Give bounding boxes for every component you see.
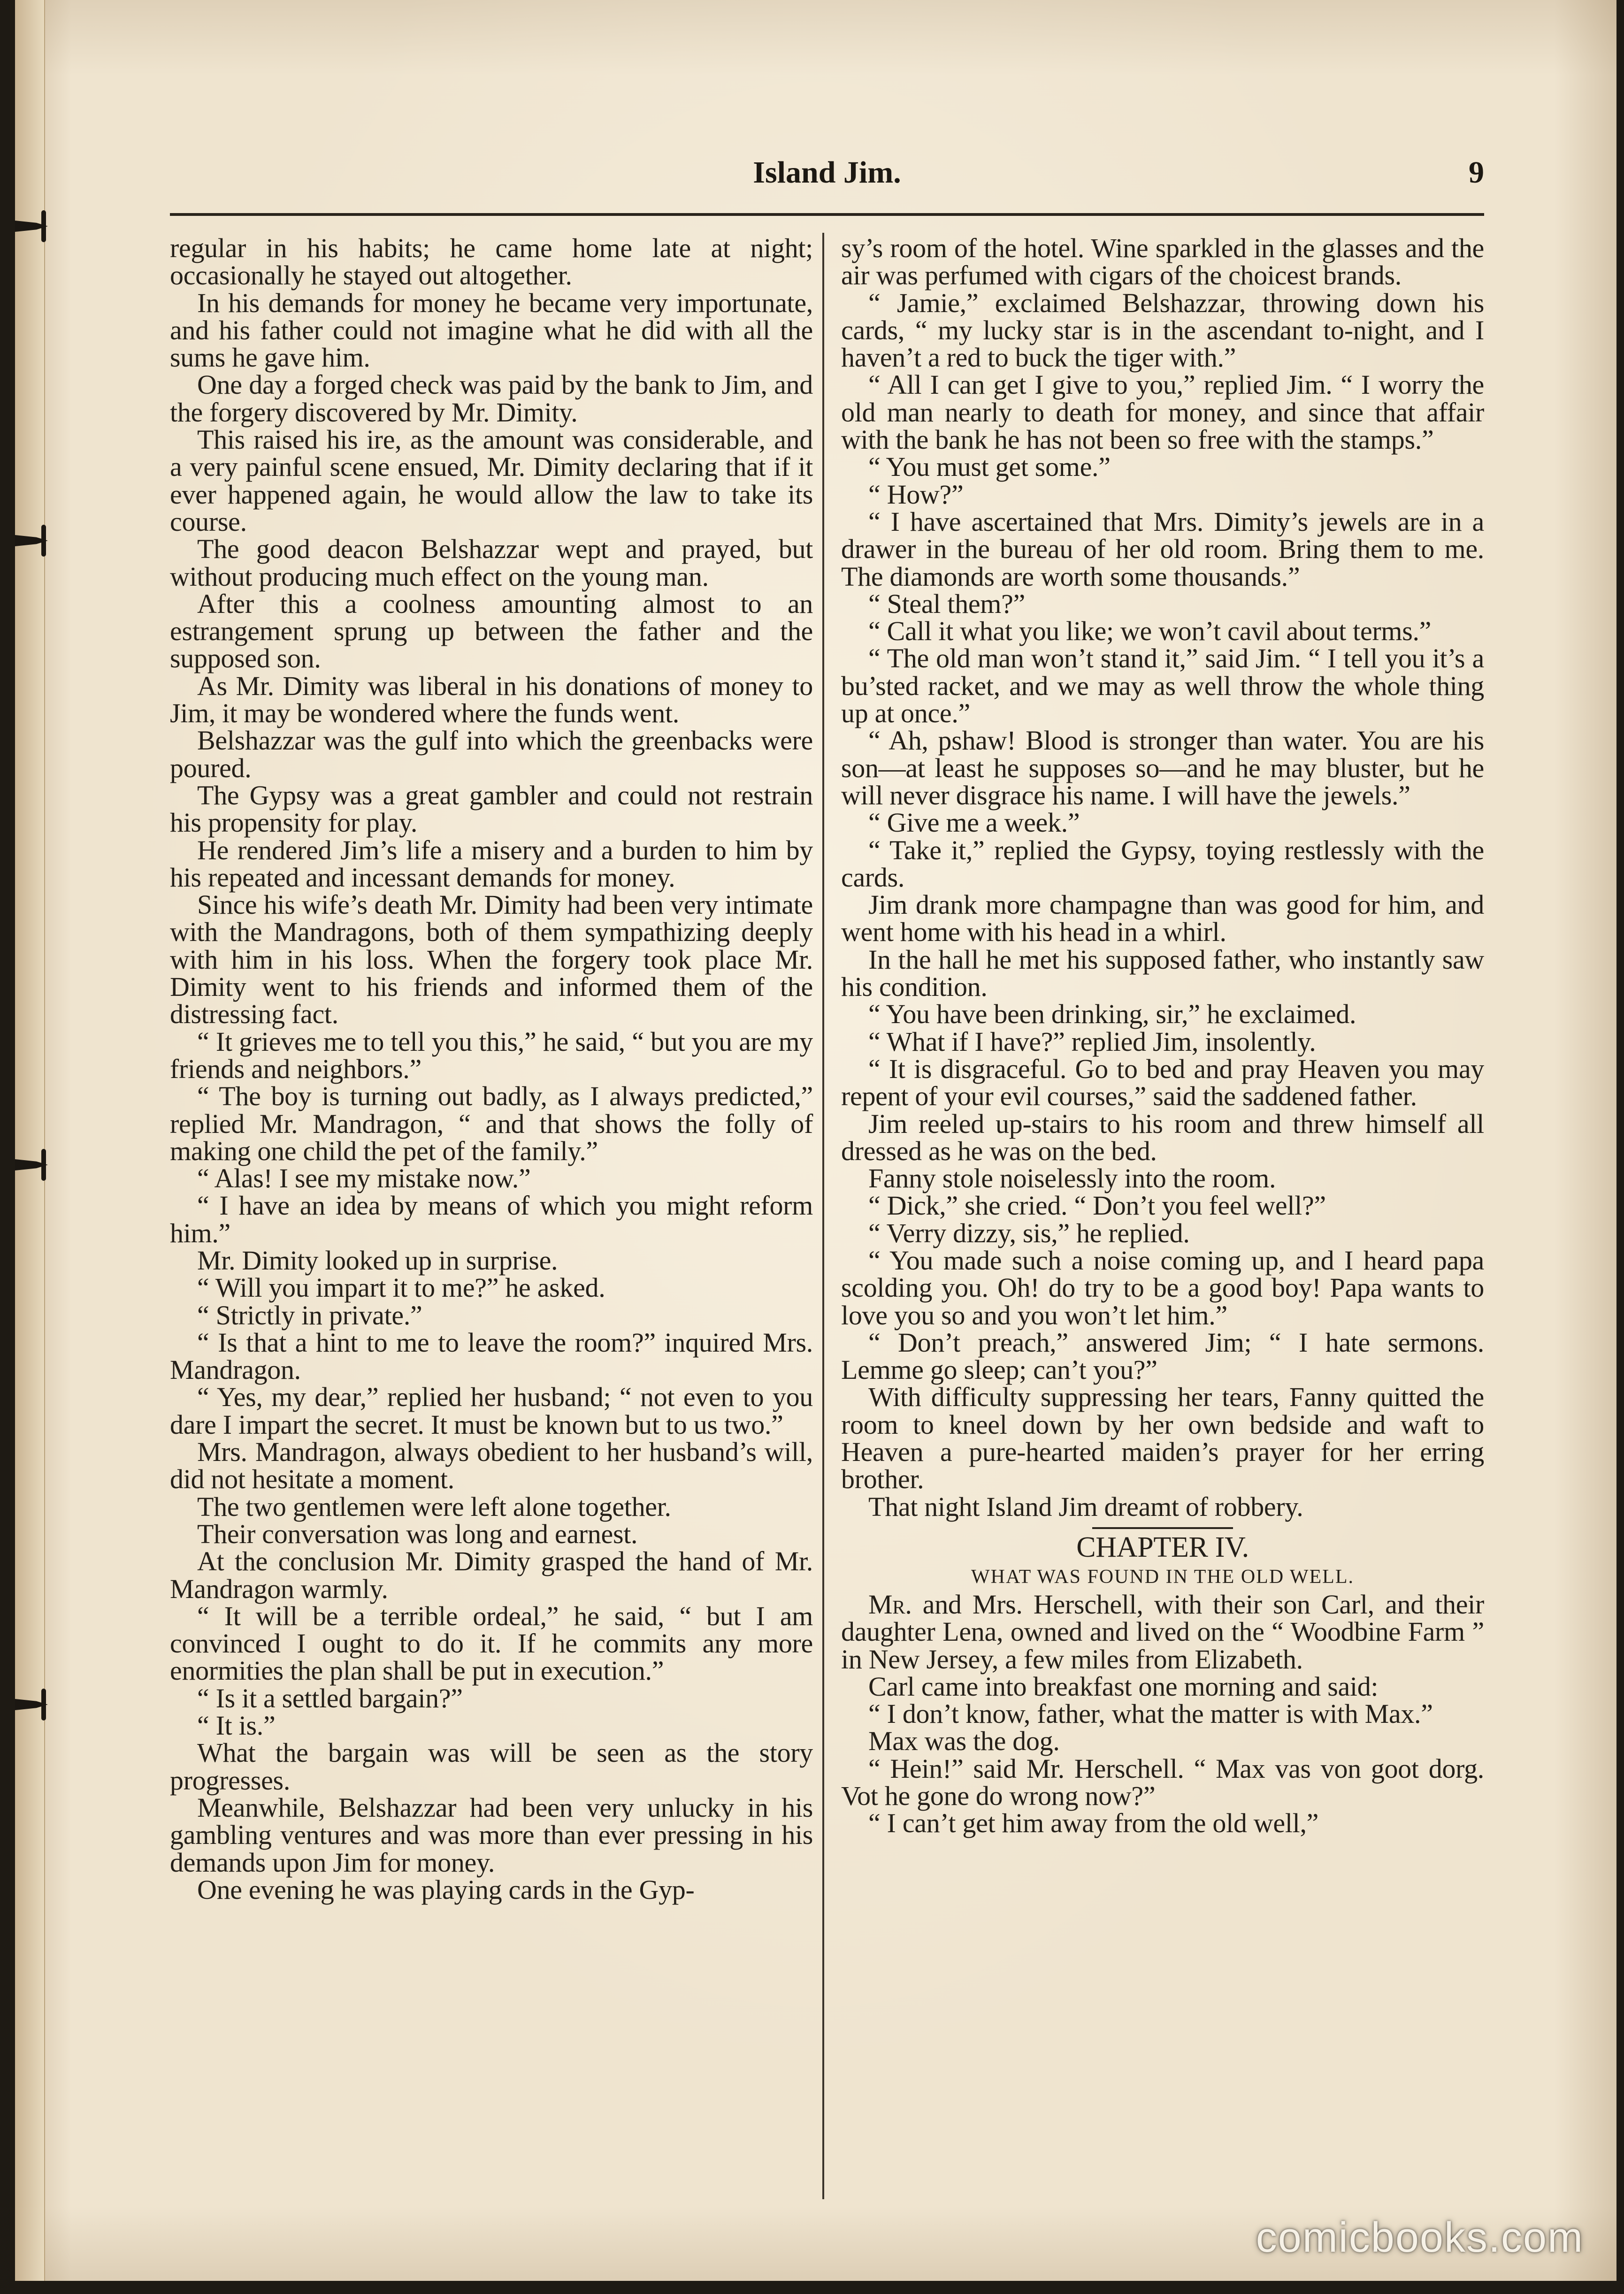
paragraph: Mrs. Mandragon, always obedient to her husband’s will, did not hesitate a moment. <box>170 1437 813 1495</box>
drop-word: Mr. <box>868 1589 912 1620</box>
column-divider <box>822 233 824 2199</box>
binding-stitch <box>15 1699 48 1710</box>
paragraph: With difficulty suppressing her tears, Fanny quitted the room to kneel down by her own bedside and waft to Heaven a pure-hearted maiden’s prayer for her erring brother. <box>841 1382 1484 1495</box>
right-column-text <box>841 235 1484 1521</box>
paragraph: “ What if I have?” replied Jim, insolently. <box>868 1026 1316 1057</box>
binding-stitch <box>15 221 48 232</box>
paragraph: The Gypsy was a great gambler and could not restrain his propensity for play. <box>170 780 813 838</box>
header-rule <box>170 213 1484 216</box>
paragraph: “ Is that a hint to me to leave the room?” inquired Mrs. Mandragon. <box>170 1327 813 1385</box>
paragraph: Jim drank more champagne than was good for him, and went home with his head in a whirl. <box>841 889 1484 948</box>
paragraph: “ Steal them?” <box>868 588 1025 619</box>
binding-spine <box>15 0 45 2281</box>
paragraph: As Mr. Dimity was liberal in his donations of money to Jim, it may be wondered where the funds went. <box>170 670 813 729</box>
running-header <box>170 155 1484 197</box>
right-column-text <box>841 1673 1484 1837</box>
paragraph: “ Call it what you like; we won’t cavil about terms.” <box>868 616 1432 647</box>
paragraph: “ It grieves me to tell you this,” he said, “ but you are my friends and neighbors.” <box>170 1026 813 1084</box>
paragraph: “ You must get some.” <box>868 451 1111 482</box>
chapter-title: CHAPTER IV. <box>1076 1531 1249 1563</box>
paragraph: “ Hein!” said Mr. Herschell. “ Max vas von goot dorg. Vot he gone do wrong now?” <box>841 1753 1484 1812</box>
paragraph: Their conversation was long and earnest. <box>197 1518 638 1549</box>
paragraph: One day a forged check was paid by the bank to Jim, and the forgery discovered by Mr. Dimity. <box>170 369 813 428</box>
running-title: Island Jim. <box>753 155 901 190</box>
paragraph: sy’s room of the hotel. Wine sparkled in the glasses and the air was perfumed with cigars of the choicest brands. <box>841 233 1484 291</box>
paragraph: “ Jamie,” exclaimed Belshazzar, throwing down his cards, “ my lucky star is in the ascendant to-night, and I haven’t a red to buck the tiger with.” <box>841 287 1484 373</box>
paragraph: “ I don’t know, father, what the matter is with Max.” <box>868 1698 1433 1729</box>
paragraph: One evening he was playing cards in the Gyp- <box>197 1874 695 1905</box>
paragraph: “ The boy is turning out badly, as I always predicted,” replied Mr. Mandragon, “ and that shows the folly of making one child the pet of the family.” <box>170 1081 813 1166</box>
paragraph: The good deacon Belshazzar wept and prayed, but without producing much effect on the young man. <box>170 534 813 592</box>
paragraph: What the bargain was will be seen as the story progresses. <box>170 1737 813 1796</box>
paragraph: Carl came into breakfast one morning and said: <box>868 1671 1379 1702</box>
paragraph: “ I have an idea by means of which you might reform him.” <box>170 1190 813 1248</box>
paragraph: “ You made such a noise coming up, and I heard papa scolding you. Oh! do try to be a good boy! Papa wants to love you so and you won’t let him.” <box>841 1245 1484 1331</box>
paragraph-text: and Mrs. Herschell, with their son Carl, and their daughter Lena, owned and lived on the “ Woodbine Farm ” in New Jersey, a few miles from Elizabeth. <box>841 1589 1484 1675</box>
paragraph: Mr. Dimity looked up in surprise. <box>197 1245 558 1276</box>
paragraph: In the hall he met his supposed father, who instantly saw his condition. <box>841 944 1484 1002</box>
paragraph: “ I have ascertained that Mrs. Dimity’s jewels are in a drawer in the bureau of her old room. Bring them to me. The diamonds are worth some thousands.” <box>841 506 1484 592</box>
paragraph: “ It will be a terrible ordeal,” he said, “ but I am convinced I ought to do it. If he commits any more enormities the plan shall be put in execution.” <box>170 1600 813 1686</box>
paragraph: “ How?” <box>868 479 964 510</box>
watermark-logo: comicbooks.com <box>1256 2214 1584 2261</box>
paragraph <box>841 1591 1484 1673</box>
paragraph: Max was the dog. <box>868 1726 1060 1757</box>
book-page <box>15 0 1616 2281</box>
paragraph: “ Yes, my dear,” replied her husband; “ not even to you dare I impart the secret. It must be known but to us two.” <box>170 1382 813 1440</box>
paragraph: “ All I can get I give to you,” replied Jim. “ I worry the old man nearly to death for money, and since that affair with the bank he has not been so free with the stamps.” <box>841 369 1484 455</box>
paragraph: “ Ah, pshaw! Blood is stronger than water. You are his son—at least he supposes so—and he may bluster, but he will never disgrace his name. I will have the jewels.” <box>841 725 1484 811</box>
paragraph: “ Give me a week.” <box>868 807 1080 838</box>
paragraph: “ Alas! I see my mistake now.” <box>197 1163 531 1194</box>
paragraph: “ I can’t get him away from the old well,” <box>868 1808 1319 1839</box>
paragraph: “ It is.” <box>197 1710 276 1741</box>
paragraph: At the conclusion Mr. Dimity grasped the hand of Mr. Mandragon warmly. <box>170 1546 813 1604</box>
paragraph: “ Don’t preach,” answered Jim; “ I hate sermons. Lemme go sleep; can’t you?” <box>841 1327 1484 1385</box>
chapter-rule <box>1092 1527 1233 1529</box>
paragraph: “ Strictly in private.” <box>197 1300 422 1331</box>
paragraph: The two gentlemen were left alone together. <box>197 1491 671 1522</box>
right-column <box>841 235 1484 1837</box>
paragraph: “ Is it a settled bargain?” <box>197 1682 463 1713</box>
paragraph: Belshazzar was the gulf into which the greenbacks were poured. <box>170 725 813 783</box>
binding-stitch <box>15 535 48 546</box>
paragraph: This raised his ire, as the amount was considerable, and a very painful scene ensued, Mr. Dimity declaring that if it ever happened again, he would allow the law to take its course. <box>170 424 813 537</box>
paragraph: After this a coolness amounting almost to an estrangement sprung up between the father and the supposed son. <box>170 588 813 674</box>
paragraph: He rendered Jim’s life a misery and a burden to him by his repeated and incessant demands for money. <box>170 834 813 893</box>
paragraph: Fanny stole noiselessly into the room. <box>868 1163 1276 1194</box>
paragraph: “ You have been drinking, sir,” he exclaimed. <box>868 999 1356 1030</box>
paragraph: “ Will you impart it to me?” he asked. <box>197 1272 605 1303</box>
page-number: 9 <box>1469 155 1484 190</box>
paragraph: Since his wife’s death Mr. Dimity had been very intimate with the Mandragons, both of them sympathizing deeply with him in his loss. When the forgery took place Mr. Dimity went to his friends and informed them of the distressing fact. <box>170 889 813 1030</box>
paragraph: “ Verry dizzy, sis,” he replied. <box>868 1217 1190 1248</box>
paragraph: Meanwhile, Belshazzar had been very unlucky in his gambling ventures and was more than ever pressing in his demands upon Jim for money. <box>170 1792 813 1878</box>
paragraph: regular in his habits; he came home late at night; occasionally he stayed out altogether. <box>170 233 813 291</box>
paragraph: “ Dick,” she cried. “ Don’t you feel well?” <box>868 1190 1326 1221</box>
paragraph: That night Island Jim dreamt of robbery. <box>868 1491 1303 1522</box>
chapter-subtitle: WHAT WAS FOUND IN THE OLD WELL. <box>971 1566 1354 1588</box>
paragraph: “ The old man won’t stand it,” said Jim. “ I tell you it’s a bu’sted racket, and we may as well throw the whole thing up at once.” <box>841 643 1484 729</box>
paragraph: Jim reeled up-stairs to his room and threw himself all dressed as he was on the bed. <box>841 1108 1484 1166</box>
paragraph: “ Take it,” replied the Gypsy, toying restlessly with the cards. <box>841 834 1484 893</box>
paragraph: “ It is disgraceful. Go to bed and pray Heaven you may repent of your evil courses,” said the saddened father. <box>841 1053 1484 1112</box>
binding-stitch <box>15 1159 48 1170</box>
left-column <box>170 235 813 1904</box>
paragraph: In his demands for money he became very importunate, and his father could not imagine what he did with all the sums he gave him. <box>170 287 813 373</box>
